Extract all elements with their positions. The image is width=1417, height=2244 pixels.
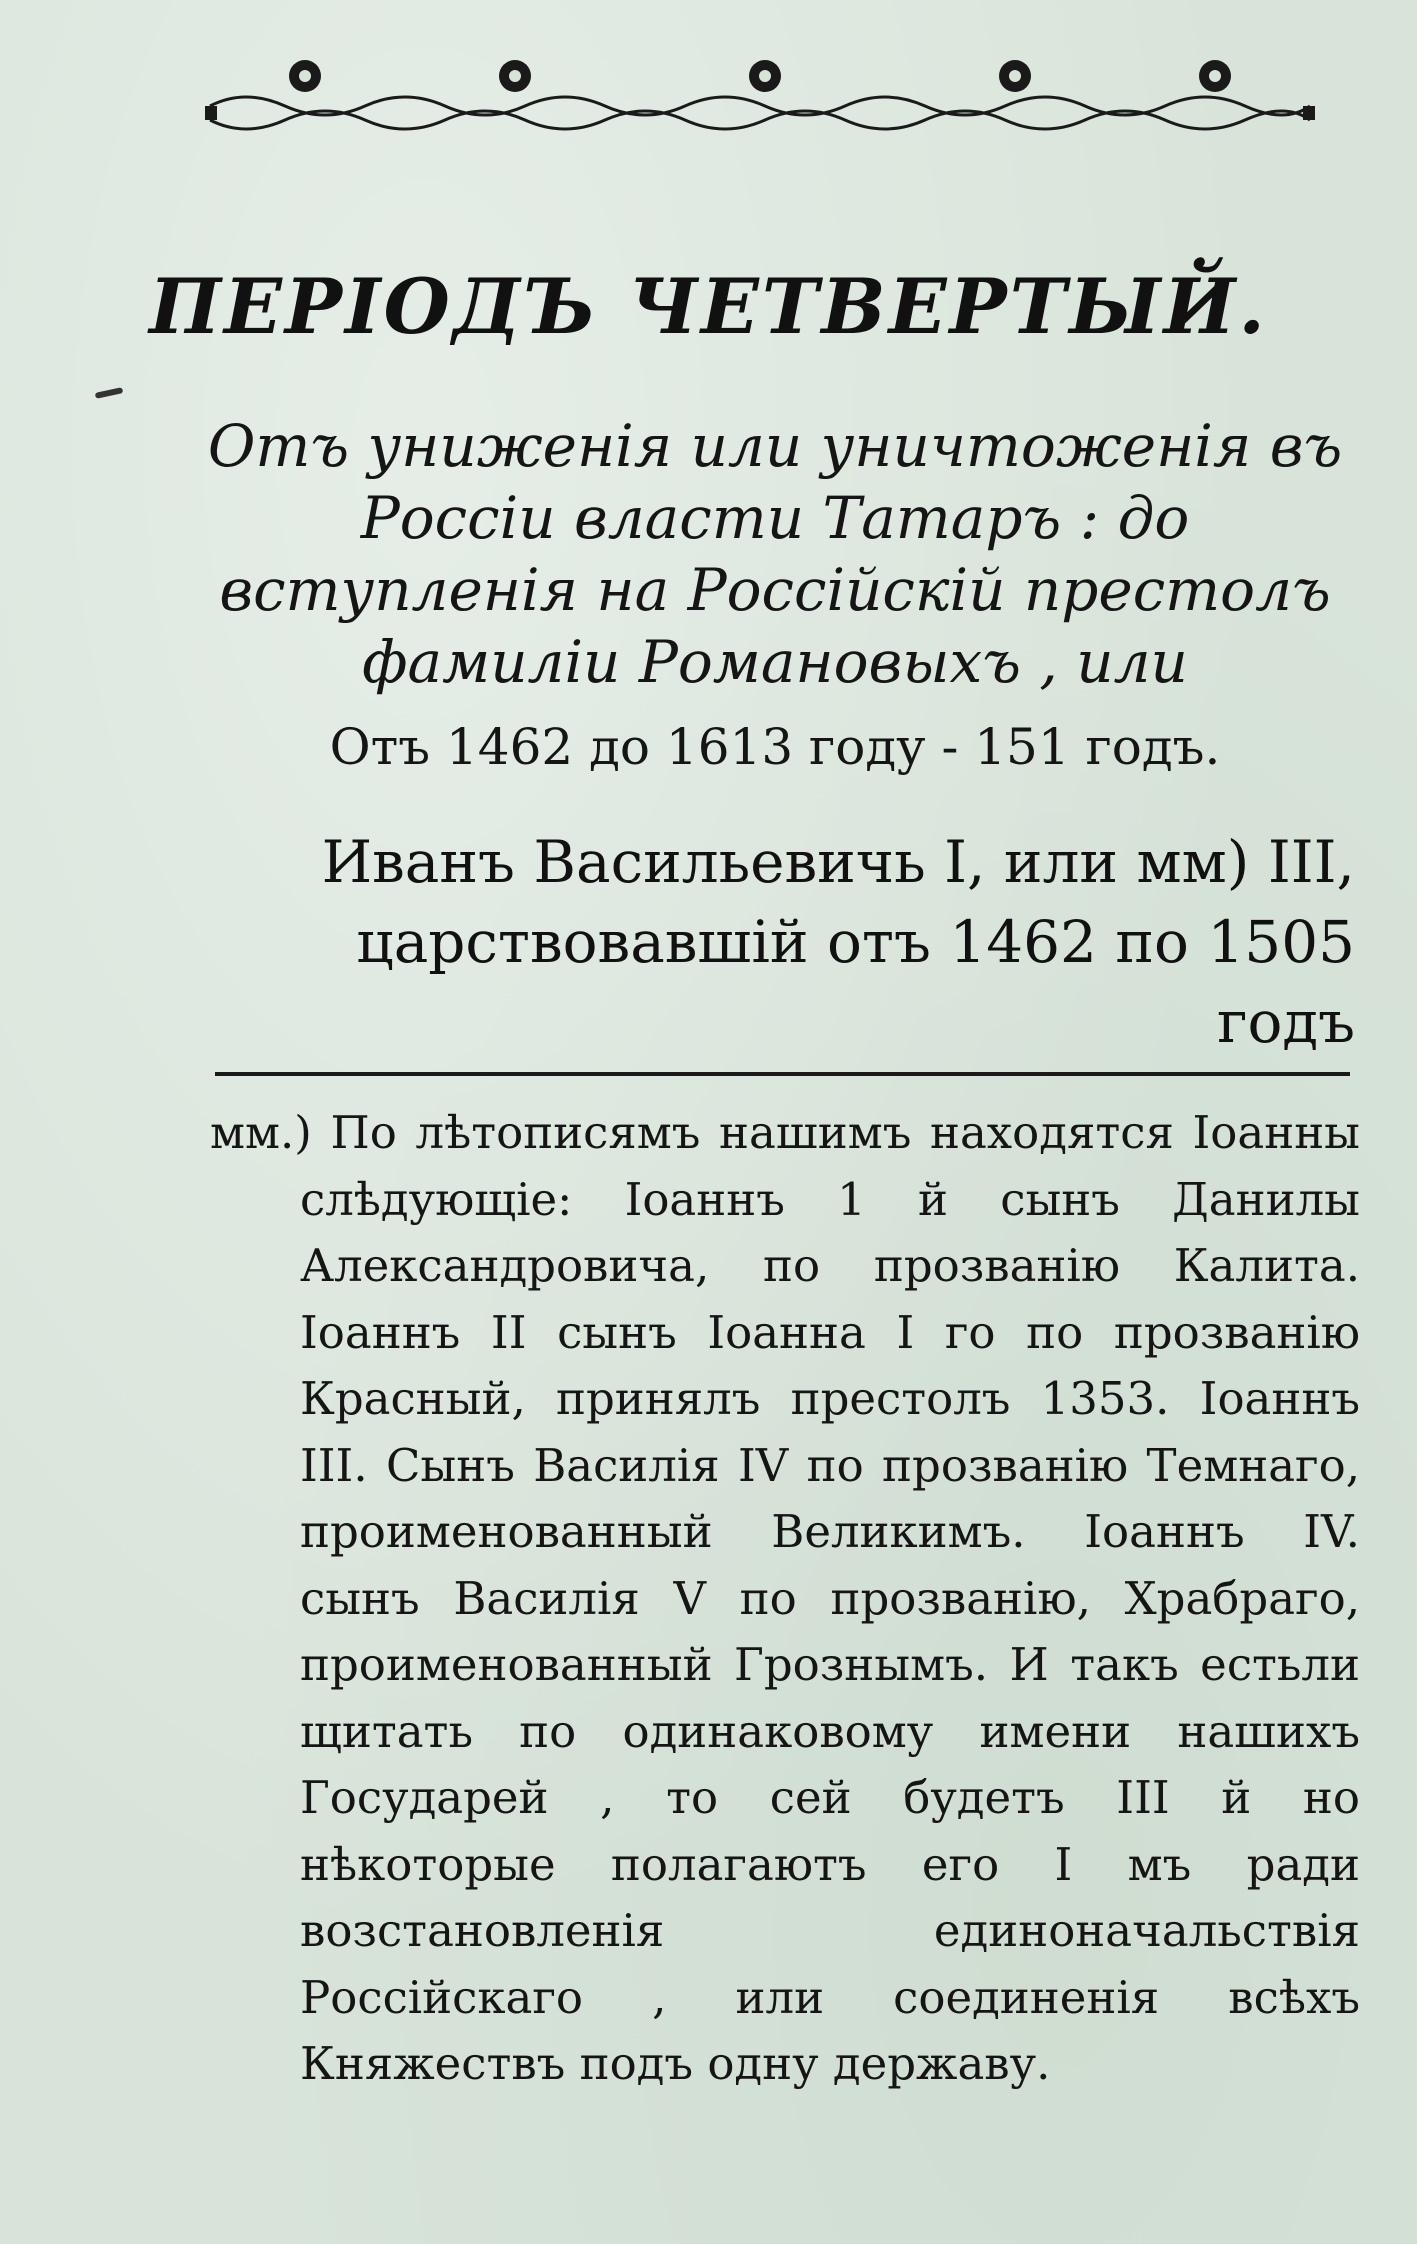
period-subtitle: Отъ униженія или уничтоженія въ Россіи власти Татаръ : до вступленія на Россійскій престолъ фамиліи Романовыхъ , или: [207, 412, 1343, 696]
floral-ornament-border: [205, 48, 1315, 148]
footnote-divider: [215, 1072, 1350, 1076]
footnote: [210, 1100, 1360, 2098]
ink-speck: [95, 387, 124, 399]
period-date-span: Отъ 1462 до 1613 году - 151 годъ.: [329, 718, 1221, 776]
footnote-text: мм.) По лѣтописямъ нашимъ находятся Іоанны слѣдующіе: Іоаннъ 1 й сынъ Данилы Александровича, по прозванію Калита. Іоаннъ II сынъ Іоанна I го по прозванію Красный, принялъ престолъ 1353. Іоаннъ III. Сынъ Василія IV по прозванію Темнаго, проименованный Великимъ. Іоаннъ IV. сынъ Василія V по прозванію, Храбраго, проименованный Грознымъ. И такъ естьли щитать по одинаковому имени нашихъ Государей , то сей будетъ III й но нѣкоторые полагаютъ его I мъ ради возстановленія единоначальствія Россійскаго , или соединенія всѣхъ Княжествъ подъ одну державу.: [210, 1106, 1360, 2090]
period-title: ПЕРІОДЪ ЧЕТВЕРТЫЙ.: [149, 262, 1268, 351]
ruler-heading: Иванъ Васильевичь I, или мм) III, царствовавшій отъ 1462 по 1505 годъ: [321, 828, 1355, 1056]
